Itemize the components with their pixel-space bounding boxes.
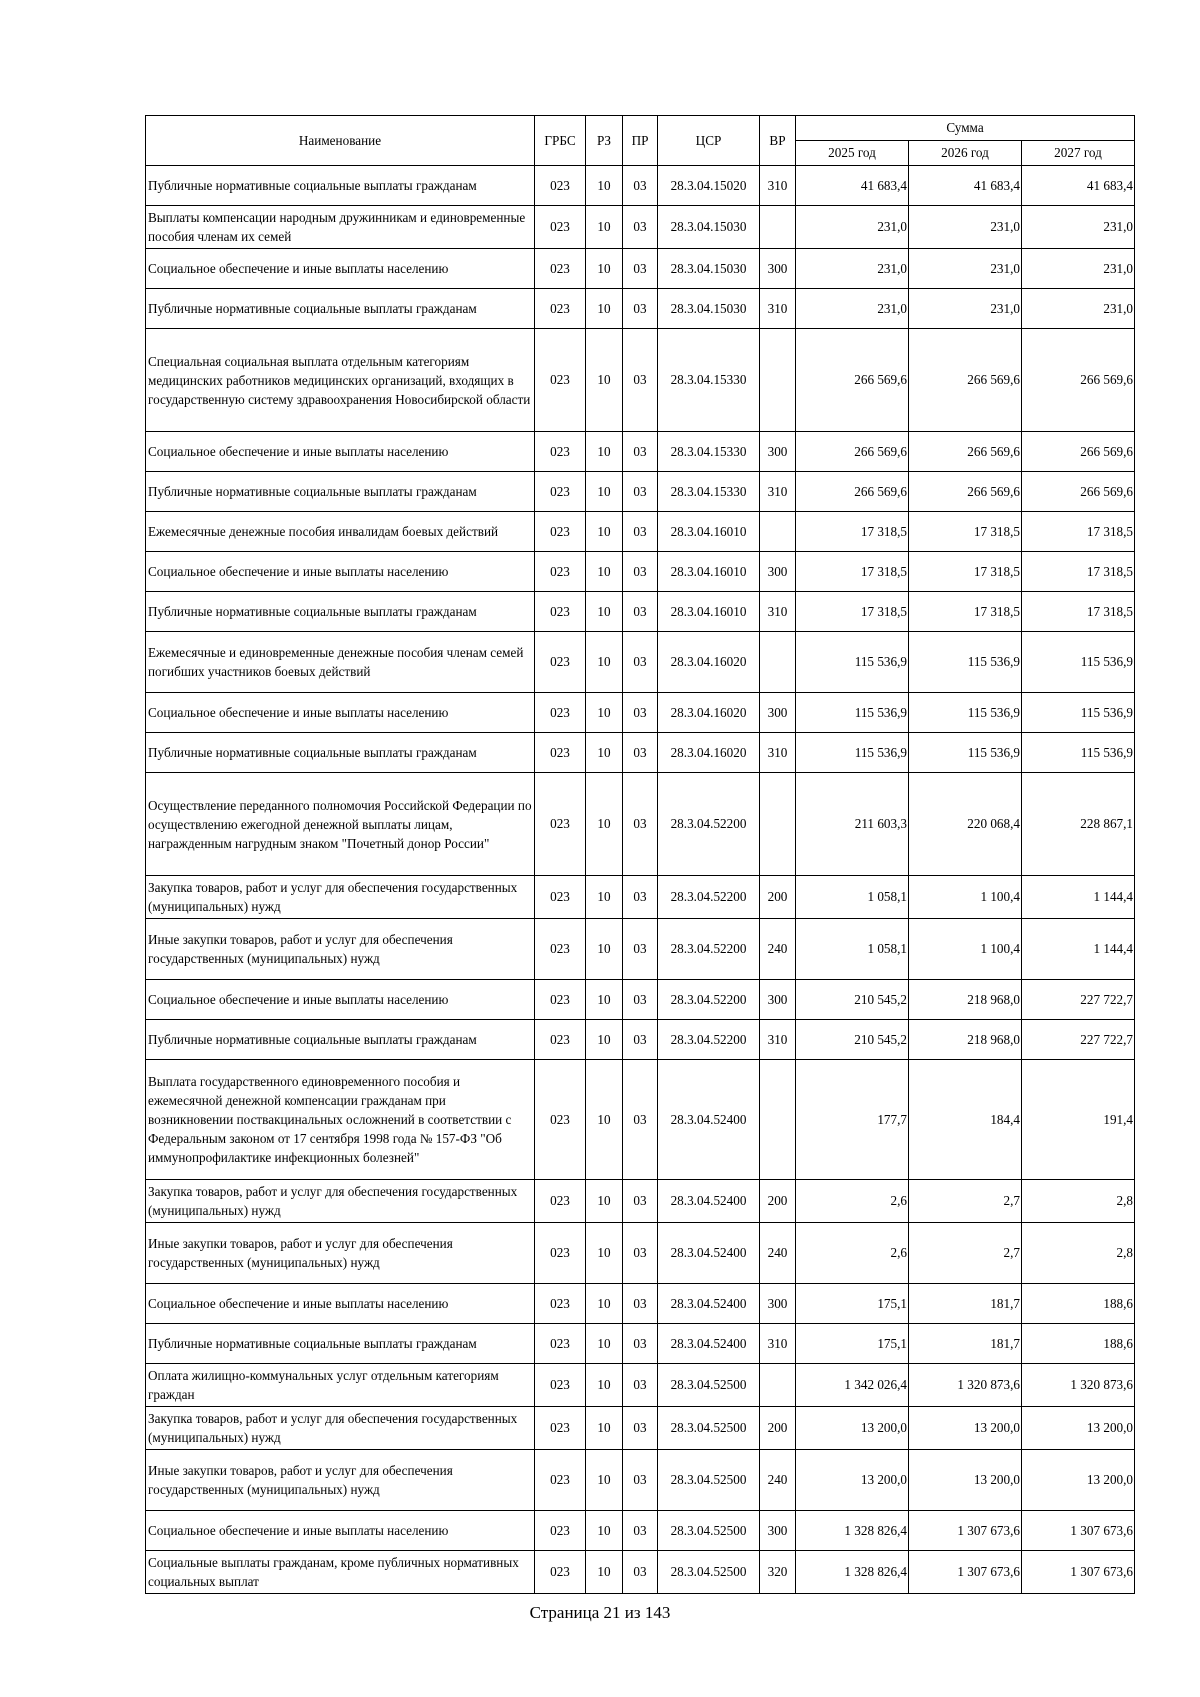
cell-name: Публичные нормативные социальные выплаты гражданам [146, 1324, 535, 1364]
cell-csr: 28.3.04.16020 [658, 733, 760, 773]
cell-grbs: 023 [535, 166, 586, 206]
cell-rz: 10 [586, 472, 623, 512]
cell-name: Публичные нормативные социальные выплаты гражданам [146, 592, 535, 632]
cell-amount-2027: 227 722,7 [1022, 980, 1135, 1020]
cell-grbs: 023 [535, 876, 586, 919]
header-csr: ЦСР [658, 116, 760, 166]
cell-amount-2026: 13 200,0 [909, 1450, 1022, 1511]
cell-amount-2025: 266 569,6 [796, 329, 909, 432]
cell-pr: 03 [623, 980, 658, 1020]
cell-grbs: 023 [535, 512, 586, 552]
cell-vr: 310 [760, 289, 796, 329]
cell-amount-2025: 231,0 [796, 249, 909, 289]
cell-vr: 300 [760, 432, 796, 472]
header-sum: Сумма [796, 116, 1135, 141]
table-row [146, 1450, 1135, 1511]
cell-amount-2025: 1 328 826,4 [796, 1551, 909, 1594]
cell-rz: 10 [586, 980, 623, 1020]
cell-grbs: 023 [535, 773, 586, 876]
cell-rz: 10 [586, 289, 623, 329]
cell-amount-2026: 231,0 [909, 289, 1022, 329]
cell-name: Социальное обеспечение и иные выплаты населению [146, 552, 535, 592]
header-year-2025: 2025 год [796, 141, 909, 166]
cell-rz: 10 [586, 632, 623, 693]
cell-amount-2027: 17 318,5 [1022, 552, 1135, 592]
cell-pr: 03 [623, 472, 658, 512]
cell-amount-2027: 115 536,9 [1022, 693, 1135, 733]
cell-amount-2025: 211 603,3 [796, 773, 909, 876]
cell-vr: 310 [760, 472, 796, 512]
cell-vr: 310 [760, 1324, 796, 1364]
cell-grbs: 023 [535, 1060, 586, 1180]
cell-amount-2025: 17 318,5 [796, 552, 909, 592]
cell-csr: 28.3.04.52200 [658, 876, 760, 919]
cell-grbs: 023 [535, 1364, 586, 1407]
cell-csr: 28.3.04.15020 [658, 166, 760, 206]
cell-amount-2027: 231,0 [1022, 249, 1135, 289]
cell-amount-2026: 1 100,4 [909, 876, 1022, 919]
cell-vr: 200 [760, 876, 796, 919]
cell-grbs: 023 [535, 1284, 586, 1324]
cell-pr: 03 [623, 1284, 658, 1324]
cell-amount-2027: 191,4 [1022, 1060, 1135, 1180]
cell-pr: 03 [623, 876, 658, 919]
cell-name: Социальное обеспечение и иные выплаты населению [146, 1284, 535, 1324]
cell-amount-2027: 13 200,0 [1022, 1407, 1135, 1450]
cell-name: Публичные нормативные социальные выплаты гражданам [146, 166, 535, 206]
cell-vr [760, 1364, 796, 1407]
cell-pr: 03 [623, 1020, 658, 1060]
cell-vr [760, 329, 796, 432]
cell-grbs: 023 [535, 1511, 586, 1551]
cell-amount-2026: 115 536,9 [909, 693, 1022, 733]
table-row [146, 1407, 1135, 1450]
cell-grbs: 023 [535, 1223, 586, 1284]
cell-amount-2026: 2,7 [909, 1180, 1022, 1223]
cell-name: Специальная социальная выплата отдельным категориям медицинских работников медицинских организаций, входящих в государственную систему здравоохранения Новосибирской области [146, 329, 535, 432]
table-row [146, 592, 1135, 632]
cell-vr [760, 1060, 796, 1180]
cell-amount-2025: 1 328 826,4 [796, 1511, 909, 1551]
cell-grbs: 023 [535, 592, 586, 632]
cell-rz: 10 [586, 1223, 623, 1284]
cell-rz: 10 [586, 1180, 623, 1223]
cell-amount-2027: 266 569,6 [1022, 329, 1135, 432]
cell-amount-2025: 115 536,9 [796, 693, 909, 733]
cell-grbs: 023 [535, 1407, 586, 1450]
cell-amount-2027: 17 318,5 [1022, 512, 1135, 552]
table-row [146, 1020, 1135, 1060]
cell-amount-2025: 266 569,6 [796, 472, 909, 512]
table-header [146, 116, 1135, 166]
cell-name: Публичные нормативные социальные выплаты гражданам [146, 1020, 535, 1060]
cell-vr [760, 773, 796, 876]
cell-csr: 28.3.04.52400 [658, 1060, 760, 1180]
cell-name: Социальные выплаты гражданам, кроме публичных нормативных социальных выплат [146, 1551, 535, 1594]
cell-amount-2027: 188,6 [1022, 1284, 1135, 1324]
cell-name: Закупка товаров, работ и услуг для обеспечения государственных (муниципальных) нужд [146, 1407, 535, 1450]
cell-amount-2027: 2,8 [1022, 1180, 1135, 1223]
cell-vr: 310 [760, 1020, 796, 1060]
cell-amount-2026: 13 200,0 [909, 1407, 1022, 1450]
cell-name: Иные закупки товаров, работ и услуг для обеспечения государственных (муниципальных) нужд [146, 919, 535, 980]
cell-amount-2025: 115 536,9 [796, 733, 909, 773]
cell-amount-2027: 115 536,9 [1022, 733, 1135, 773]
cell-grbs: 023 [535, 329, 586, 432]
table-row [146, 1284, 1135, 1324]
cell-csr: 28.3.04.15330 [658, 329, 760, 432]
cell-vr: 200 [760, 1180, 796, 1223]
cell-pr: 03 [623, 1180, 658, 1223]
cell-name: Ежемесячные и единовременные денежные пособия членам семей погибших участников боевых действий [146, 632, 535, 693]
cell-grbs: 023 [535, 980, 586, 1020]
cell-grbs: 023 [535, 632, 586, 693]
cell-pr: 03 [623, 1450, 658, 1511]
cell-pr: 03 [623, 512, 658, 552]
cell-amount-2025: 177,7 [796, 1060, 909, 1180]
cell-name: Ежемесячные денежные пособия инвалидам боевых действий [146, 512, 535, 552]
cell-amount-2025: 266 569,6 [796, 432, 909, 472]
cell-grbs: 023 [535, 206, 586, 249]
cell-rz: 10 [586, 773, 623, 876]
cell-csr: 28.3.04.52400 [658, 1324, 760, 1364]
cell-grbs: 023 [535, 1180, 586, 1223]
cell-amount-2026: 41 683,4 [909, 166, 1022, 206]
cell-csr: 28.3.04.52500 [658, 1511, 760, 1551]
cell-amount-2025: 13 200,0 [796, 1450, 909, 1511]
cell-csr: 28.3.04.16020 [658, 632, 760, 693]
cell-csr: 28.3.04.52400 [658, 1284, 760, 1324]
cell-vr: 200 [760, 1407, 796, 1450]
cell-rz: 10 [586, 329, 623, 432]
cell-grbs: 023 [535, 693, 586, 733]
header-pr: ПР [623, 116, 658, 166]
cell-name: Социальное обеспечение и иные выплаты населению [146, 1511, 535, 1551]
cell-pr: 03 [623, 632, 658, 693]
table-row [146, 733, 1135, 773]
cell-csr: 28.3.04.16020 [658, 693, 760, 733]
cell-grbs: 023 [535, 472, 586, 512]
table-row [146, 166, 1135, 206]
cell-name: Выплата государственного единовременного пособия и ежемесячной денежной компенсации гражданам при возникновении поствакцинальных осложнений в соответствии с Федеральным законом от 17 сентября 1998 года № 157-ФЗ "Об иммунопрофилактике инфекционных болезней" [146, 1060, 535, 1180]
cell-amount-2027: 231,0 [1022, 206, 1135, 249]
cell-name: Закупка товаров, работ и услуг для обеспечения государственных (муниципальных) нужд [146, 876, 535, 919]
table-row [146, 980, 1135, 1020]
cell-grbs: 023 [535, 733, 586, 773]
cell-vr: 300 [760, 1284, 796, 1324]
cell-amount-2025: 1 058,1 [796, 876, 909, 919]
cell-amount-2027: 1 307 673,6 [1022, 1511, 1135, 1551]
cell-rz: 10 [586, 249, 623, 289]
table-row [146, 249, 1135, 289]
cell-name: Социальное обеспечение и иные выплаты населению [146, 249, 535, 289]
cell-name: Публичные нормативные социальные выплаты гражданам [146, 289, 535, 329]
cell-amount-2027: 188,6 [1022, 1324, 1135, 1364]
cell-amount-2026: 17 318,5 [909, 552, 1022, 592]
cell-amount-2027: 266 569,6 [1022, 472, 1135, 512]
table-row [146, 1223, 1135, 1284]
cell-name: Социальное обеспечение и иные выплаты населению [146, 432, 535, 472]
cell-amount-2026: 17 318,5 [909, 592, 1022, 632]
cell-rz: 10 [586, 1020, 623, 1060]
table-row [146, 552, 1135, 592]
table-row [146, 432, 1135, 472]
cell-amount-2026: 2,7 [909, 1223, 1022, 1284]
header-year-2027: 2027 год [1022, 141, 1135, 166]
cell-name: Выплаты компенсации народным дружинникам и единовременные пособия членам их семей [146, 206, 535, 249]
cell-grbs: 023 [535, 432, 586, 472]
cell-vr: 300 [760, 1511, 796, 1551]
cell-amount-2025: 210 545,2 [796, 980, 909, 1020]
cell-csr: 28.3.04.52200 [658, 980, 760, 1020]
cell-amount-2027: 266 569,6 [1022, 432, 1135, 472]
cell-name: Социальное обеспечение и иные выплаты населению [146, 693, 535, 733]
cell-vr: 310 [760, 733, 796, 773]
cell-rz: 10 [586, 1511, 623, 1551]
table-row [146, 206, 1135, 249]
table-row [146, 876, 1135, 919]
cell-amount-2027: 13 200,0 [1022, 1450, 1135, 1511]
table-row [146, 773, 1135, 876]
cell-csr: 28.3.04.16010 [658, 552, 760, 592]
cell-name: Публичные нормативные социальные выплаты гражданам [146, 733, 535, 773]
cell-amount-2027: 41 683,4 [1022, 166, 1135, 206]
cell-rz: 10 [586, 876, 623, 919]
cell-amount-2026: 181,7 [909, 1284, 1022, 1324]
cell-amount-2026: 218 968,0 [909, 980, 1022, 1020]
cell-pr: 03 [623, 693, 658, 733]
cell-csr: 28.3.04.52200 [658, 773, 760, 876]
cell-pr: 03 [623, 552, 658, 592]
table-row [146, 1551, 1135, 1594]
cell-name: Иные закупки товаров, работ и услуг для обеспечения государственных (муниципальных) нужд [146, 1223, 535, 1284]
cell-amount-2027: 231,0 [1022, 289, 1135, 329]
cell-vr: 240 [760, 1450, 796, 1511]
table-row [146, 1060, 1135, 1180]
cell-amount-2026: 1 100,4 [909, 919, 1022, 980]
cell-name: Закупка товаров, работ и услуг для обеспечения государственных (муниципальных) нужд [146, 1180, 535, 1223]
cell-csr: 28.3.04.52200 [658, 1020, 760, 1060]
cell-amount-2025: 1 342 026,4 [796, 1364, 909, 1407]
cell-grbs: 023 [535, 1020, 586, 1060]
cell-name: Осуществление переданного полномочия Российской Федерации по осуществлению ежегодной денежной выплаты лицам, награжденным нагрудным знаком "Почетный донор России" [146, 773, 535, 876]
cell-grbs: 023 [535, 249, 586, 289]
cell-pr: 03 [623, 289, 658, 329]
cell-amount-2026: 231,0 [909, 249, 1022, 289]
cell-csr: 28.3.04.15030 [658, 249, 760, 289]
cell-amount-2027: 228 867,1 [1022, 773, 1135, 876]
cell-amount-2025: 175,1 [796, 1284, 909, 1324]
cell-amount-2026: 181,7 [909, 1324, 1022, 1364]
cell-grbs: 023 [535, 552, 586, 592]
cell-pr: 03 [623, 1324, 658, 1364]
cell-rz: 10 [586, 166, 623, 206]
cell-amount-2027: 2,8 [1022, 1223, 1135, 1284]
cell-csr: 28.3.04.52500 [658, 1450, 760, 1511]
cell-amount-2027: 1 307 673,6 [1022, 1551, 1135, 1594]
cell-name: Публичные нормативные социальные выплаты гражданам [146, 472, 535, 512]
cell-pr: 03 [623, 919, 658, 980]
header-year-2026: 2026 год [909, 141, 1022, 166]
cell-amount-2026: 231,0 [909, 206, 1022, 249]
cell-amount-2026: 115 536,9 [909, 733, 1022, 773]
cell-amount-2025: 13 200,0 [796, 1407, 909, 1450]
cell-csr: 28.3.04.52400 [658, 1180, 760, 1223]
cell-vr: 300 [760, 552, 796, 592]
cell-vr [760, 206, 796, 249]
cell-amount-2025: 231,0 [796, 206, 909, 249]
cell-name: Социальное обеспечение и иные выплаты населению [146, 980, 535, 1020]
cell-grbs: 023 [535, 1551, 586, 1594]
cell-vr: 300 [760, 693, 796, 733]
cell-amount-2026: 266 569,6 [909, 432, 1022, 472]
cell-csr: 28.3.04.15030 [658, 289, 760, 329]
cell-pr: 03 [623, 1223, 658, 1284]
cell-vr: 240 [760, 919, 796, 980]
cell-rz: 10 [586, 1364, 623, 1407]
cell-rz: 10 [586, 1450, 623, 1511]
cell-vr: 300 [760, 980, 796, 1020]
cell-vr: 320 [760, 1551, 796, 1594]
cell-amount-2026: 115 536,9 [909, 632, 1022, 693]
cell-vr: 310 [760, 166, 796, 206]
cell-csr: 28.3.04.52200 [658, 919, 760, 980]
cell-amount-2025: 17 318,5 [796, 512, 909, 552]
cell-grbs: 023 [535, 1450, 586, 1511]
cell-amount-2026: 266 569,6 [909, 472, 1022, 512]
cell-amount-2025: 210 545,2 [796, 1020, 909, 1060]
cell-rz: 10 [586, 432, 623, 472]
cell-amount-2027: 227 722,7 [1022, 1020, 1135, 1060]
cell-amount-2025: 2,6 [796, 1180, 909, 1223]
cell-name: Иные закупки товаров, работ и услуг для обеспечения государственных (муниципальных) нужд [146, 1450, 535, 1511]
table-row [146, 1324, 1135, 1364]
table-row [146, 472, 1135, 512]
cell-csr: 28.3.04.16010 [658, 512, 760, 552]
cell-csr: 28.3.04.52500 [658, 1551, 760, 1594]
cell-pr: 03 [623, 249, 658, 289]
cell-pr: 03 [623, 1551, 658, 1594]
cell-amount-2026: 1 307 673,6 [909, 1511, 1022, 1551]
cell-amount-2025: 175,1 [796, 1324, 909, 1364]
table-row [146, 329, 1135, 432]
cell-vr: 300 [760, 249, 796, 289]
table-row [146, 632, 1135, 693]
table-row [146, 1180, 1135, 1223]
cell-vr: 240 [760, 1223, 796, 1284]
cell-vr [760, 632, 796, 693]
cell-csr: 28.3.04.52500 [658, 1407, 760, 1450]
cell-amount-2026: 1 307 673,6 [909, 1551, 1022, 1594]
cell-rz: 10 [586, 592, 623, 632]
cell-rz: 10 [586, 1551, 623, 1594]
cell-amount-2026: 266 569,6 [909, 329, 1022, 432]
cell-csr: 28.3.04.15030 [658, 206, 760, 249]
cell-rz: 10 [586, 552, 623, 592]
cell-rz: 10 [586, 1324, 623, 1364]
cell-amount-2026: 184,4 [909, 1060, 1022, 1180]
cell-amount-2025: 17 318,5 [796, 592, 909, 632]
cell-pr: 03 [623, 1060, 658, 1180]
table-header-row-1 [146, 116, 1135, 141]
cell-amount-2026: 1 320 873,6 [909, 1364, 1022, 1407]
table-body [146, 166, 1135, 1594]
table-row [146, 512, 1135, 552]
header-vr: ВР [760, 116, 796, 166]
cell-rz: 10 [586, 733, 623, 773]
cell-grbs: 023 [535, 919, 586, 980]
cell-amount-2025: 231,0 [796, 289, 909, 329]
cell-amount-2026: 220 068,4 [909, 773, 1022, 876]
cell-pr: 03 [623, 166, 658, 206]
page-number: Страница 21 из 143 [529, 1603, 671, 1622]
cell-amount-2025: 1 058,1 [796, 919, 909, 980]
header-rz: РЗ [586, 116, 623, 166]
cell-amount-2025: 2,6 [796, 1223, 909, 1284]
cell-csr: 28.3.04.15330 [658, 432, 760, 472]
cell-rz: 10 [586, 206, 623, 249]
cell-rz: 10 [586, 1407, 623, 1450]
cell-amount-2027: 1 144,4 [1022, 919, 1135, 980]
table-row [146, 1511, 1135, 1551]
cell-amount-2027: 115 536,9 [1022, 632, 1135, 693]
header-name: Наименование [146, 116, 535, 166]
cell-amount-2027: 17 318,5 [1022, 592, 1135, 632]
cell-rz: 10 [586, 693, 623, 733]
cell-amount-2025: 41 683,4 [796, 166, 909, 206]
cell-pr: 03 [623, 773, 658, 876]
cell-pr: 03 [623, 1407, 658, 1450]
cell-amount-2027: 1 320 873,6 [1022, 1364, 1135, 1407]
table-row [146, 289, 1135, 329]
header-grbs: ГРБС [535, 116, 586, 166]
cell-vr: 310 [760, 592, 796, 632]
cell-grbs: 023 [535, 289, 586, 329]
cell-csr: 28.3.04.52400 [658, 1223, 760, 1284]
cell-csr: 28.3.04.52500 [658, 1364, 760, 1407]
cell-rz: 10 [586, 512, 623, 552]
cell-csr: 28.3.04.15330 [658, 472, 760, 512]
cell-amount-2027: 1 144,4 [1022, 876, 1135, 919]
cell-rz: 10 [586, 1284, 623, 1324]
cell-amount-2026: 218 968,0 [909, 1020, 1022, 1060]
cell-pr: 03 [623, 733, 658, 773]
cell-rz: 10 [586, 919, 623, 980]
cell-amount-2025: 115 536,9 [796, 632, 909, 693]
table-row [146, 1364, 1135, 1407]
cell-pr: 03 [623, 1511, 658, 1551]
cell-pr: 03 [623, 329, 658, 432]
cell-vr [760, 512, 796, 552]
cell-pr: 03 [623, 592, 658, 632]
cell-name: Оплата жилищно-коммунальных услуг отдельным категориям граждан [146, 1364, 535, 1407]
table-row [146, 919, 1135, 980]
budget-table [145, 115, 1135, 1594]
cell-rz: 10 [586, 1060, 623, 1180]
cell-pr: 03 [623, 206, 658, 249]
cell-csr: 28.3.04.16010 [658, 592, 760, 632]
table-row [146, 693, 1135, 733]
cell-grbs: 023 [535, 1324, 586, 1364]
cell-pr: 03 [623, 1364, 658, 1407]
cell-pr: 03 [623, 432, 658, 472]
cell-amount-2026: 17 318,5 [909, 512, 1022, 552]
